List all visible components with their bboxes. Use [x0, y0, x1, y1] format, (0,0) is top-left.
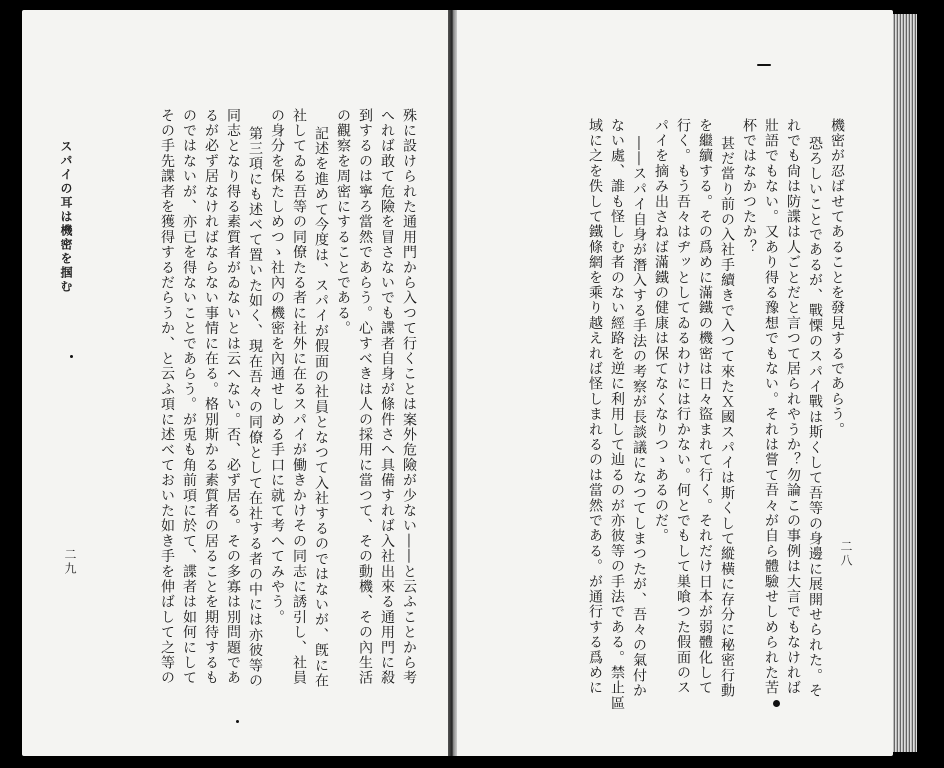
paragraph-line: 機密が忍ばせてあることを發見するであらう。	[829, 118, 845, 438]
page-number-left: 二九	[63, 548, 77, 576]
scan-speck	[70, 355, 73, 358]
left-page-text	[156, 108, 420, 698]
paragraph-line: 域に之を佚して鐵條網を乘り越えれば怪しまれるのは當然である。が通行する爲めに	[587, 118, 603, 696]
paragraph-line: のではないが、亦已を得ないことであらう。が兎も角前項に於て、諜者は如何にして	[181, 108, 197, 686]
paragraph-line: パイを摘み出さねば滿鐵の健康は保てなくなりつゝあるのだ。	[653, 118, 669, 544]
paragraph-line: 杯ではなかつたか？	[741, 118, 757, 255]
scan-speck	[236, 720, 239, 723]
scan-speck	[757, 64, 771, 66]
book-gutter	[448, 10, 457, 756]
paragraph-line: 記述を進めて今度は、スパイが假面の社員となつて入社するのではないが、旣に在	[313, 126, 329, 689]
running-head: スパイの耳は機密を掴む	[59, 140, 73, 294]
paragraph-line: 到するのは寧ろ當然であらう。心すべきは人の採用に當つて、その動機、その內生活	[357, 108, 373, 686]
scan-speck	[773, 700, 780, 707]
paragraph-line: 甚だ當り前の入社手續きで入つて來たＸ國スパイは斯くして縱橫に存分に秘密行動	[719, 136, 735, 699]
paragraph-line: れでも尙は防諜は人ごとだと言つて居られやうか？勿論この事例は大言でもなければ	[785, 118, 801, 696]
paragraph-line: 殊に設けられた通用門から入つて行くことは案外危險が少ない――と云ふことから考	[401, 108, 417, 686]
paragraph-line: 壯語でもない。又あり得る豫想でもない。それは嘗て吾々が自ら體驗せしめられた苦	[763, 118, 779, 696]
paragraph-line: の觀察を周密にすることである。	[335, 108, 351, 336]
paragraph-line: 社してゐる吾等の同僚たる者に社外に在るスパイが働きかけその同志に誘引し、社員	[291, 108, 307, 686]
paragraph-line: を繼續する。その爲めに滿鐵の機密は日々盜まれて行く。それだけ日本が弱體化して	[697, 118, 713, 696]
page-number-right: 二八	[839, 540, 853, 568]
paragraph-line: 同志となり得る素質者がゐないとは云へない。否、必ず居る。その多寡は別問題であ	[225, 108, 241, 686]
paragraph-line: その手先諜者を獲得するだらうか、と云ふ項に述べておいた如き手を伸ばして之等の	[159, 108, 175, 686]
paragraph-line: へれば敢て危險を冒さないでも諜者自身が條件さへ具備すれば入社出來る通用門に殺	[379, 108, 395, 686]
right-page-text	[584, 118, 848, 711]
paragraph-line: ――スパイ自身が潛入する手法の考察が長談議になつてしまつたが、吾々の氣付か	[631, 136, 647, 699]
paragraph-line: 行く。もう吾々はヂッとしてゐるわけには行かない。何とでもして巣喰つた假面のス	[675, 118, 691, 696]
paragraph-line: 第三項にも述べて置いた如く、現在吾々の同僚として在社する者の中には亦彼等の	[247, 126, 263, 689]
paragraph-line: るが必ず居なければならない事情に在る。格別斯かる素質者の居ることを期待するも	[203, 108, 219, 686]
page-edges	[893, 14, 917, 752]
paragraph-line: ない處、誰も怪しむ者のない經路を逆に利用して辿るのが亦彼等の手法である。禁止區	[609, 118, 625, 711]
paragraph-line: 恐ろしいことであるが、戰慄のスパイ戰は斯くして吾等の身邊に展開せられた。そ	[807, 136, 823, 699]
paragraph-line: の身分を保たしめつゝ社內の機密を內通せしめる手口に就て考へてみやう。	[269, 108, 285, 625]
